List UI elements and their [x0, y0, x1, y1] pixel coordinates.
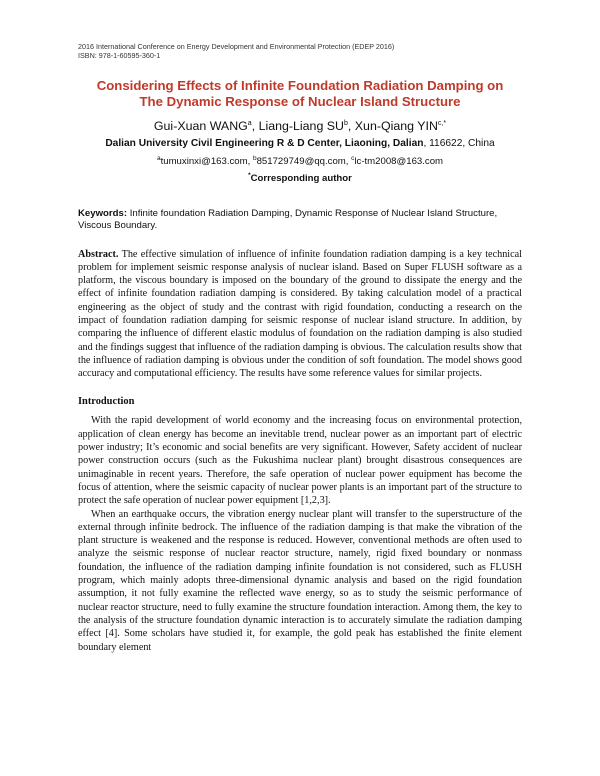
author-3: Xun-Qiang YIN — [354, 119, 438, 134]
corresponding-author — [78, 169, 522, 185]
conference-header — [78, 42, 522, 60]
author-1-sup: a — [247, 120, 252, 127]
email-c-sup: c — [351, 155, 355, 163]
title-line-2: The Dynamic Response of Nuclear Island Structure — [139, 94, 461, 109]
author-separator: , — [347, 119, 355, 134]
email-a-sup: a — [156, 155, 161, 163]
paper-title — [78, 78, 522, 110]
section-heading-introduction: Introduction — [78, 396, 135, 408]
paragraph: When an earthquake occurs, the vibration energy nuclear plant will transfer to the superstructure of the external through infinite bedrock. The influence of the radiation damping is that make the vibration of the plant structure is weakened and the response is reduced. However, conventional methods are often used to analyze the seismic response of nuclear reactor structure, namely, rigid fixed boundary or nonmass foundation, the influence of the radiation damping infinite foundation is not considered, such as FLUSH program, which mainly adopts three-dimensional dynamic analysis and based on the rigid foundation assumption, it not fully examine the reflected wave energy, so as to study the seismic performance of nuclear reactor structure, need to fully examine the structure foundation interaction. Among them, the key to the analysis of the structure foundation dynamic interaction is to accurately simulate the radiation damping effect [4]. Some scholars have studied it, for example, the gold peak has established the finite element boundary element — [78, 508, 522, 653]
affiliation — [78, 137, 522, 151]
corresponding-text: Corresponding author — [250, 173, 352, 185]
keywords-label: Keywords: — [78, 207, 128, 219]
author-2-sup: b — [344, 120, 348, 127]
keywords — [78, 208, 522, 233]
email-b-sup: b — [252, 155, 257, 163]
author-1: Gui-Xuan WANG — [153, 119, 248, 134]
title-line-1: Considering Effects of Infinite Foundation Radiation Damping on — [96, 78, 504, 93]
conference-name: 2016 International Conference on Energy Development and Environmental Protection (EDEP 2016) — [78, 42, 395, 51]
email-list — [78, 152, 522, 168]
abstract-text: The effective simulation of influence of infinite foundation radiation damping is a key technical problem for implement seismic response analysis of nuclear island. Based on Super FLUSH software as a platform, the viscous boundary is imposed on the boundary of the ground to dissipate the energy and the effect of infinite foundation radiation damping is considered. By taking calculation model of a practical engineering as the object of study and the contrast with rigid foundation, conducting a research on the impact of foundation radiation damping for seismic response of nuclear island structure. In addition, by comparing the influence of different elastic modulus of foundation on the radiation damping is also studied and the findings suggest that influence of the radiation damping is obvious. The calculation results show that the influence of radiation damping is obvious under the condition of soft foundation. The model shows good accuracy and computational efficiency. The results have some reference values for similar projects. — [78, 248, 522, 380]
isbn: ISBN: 978-1-60595-360-1 — [78, 51, 161, 60]
email-b: 851729749@qq.com, — [256, 156, 352, 168]
author-2: Liang-Liang SU — [258, 119, 344, 134]
abstract-label: Abstract. — [78, 248, 119, 260]
paragraph: With the rapid development of world economy and the increasing focus on environmental protection, application of clean energy has become an inevitable trend, nuclear power as an important part of electric power industry; It’s economic and social benefits are very significant. However, Safety accident of nuclear power construction occurs (such as the Fukushima nuclear plant) brought disastrous consequences are unimaginable in recent years. Therefore, the safe operation of nuclear power equipment has become the focus of attention, where the seismic capacity of nuclear power plants is an important part of the structure to protect the safe operation of nuclear power equipment [1,2,3]. — [78, 415, 522, 507]
keywords-text: Infinite foundation Radiation Damping, Dynamic Response of Nuclear Island Structure, Viscous Boundary. — [78, 207, 498, 231]
postcode: , 116622, China — [423, 138, 495, 150]
corresponding-sup: * — [248, 172, 251, 180]
author-separator: , — [251, 119, 259, 134]
abstract — [78, 248, 522, 381]
author-3-sup: c,* — [437, 120, 447, 127]
email-c: lc-tm2008@163.com — [354, 156, 444, 168]
institution: Dalian University Civil Engineering R & D Center, Liaoning, Dalian — [105, 138, 424, 150]
author-list — [78, 116, 522, 134]
email-a: tumuxinxi@163.com, — [160, 156, 253, 168]
